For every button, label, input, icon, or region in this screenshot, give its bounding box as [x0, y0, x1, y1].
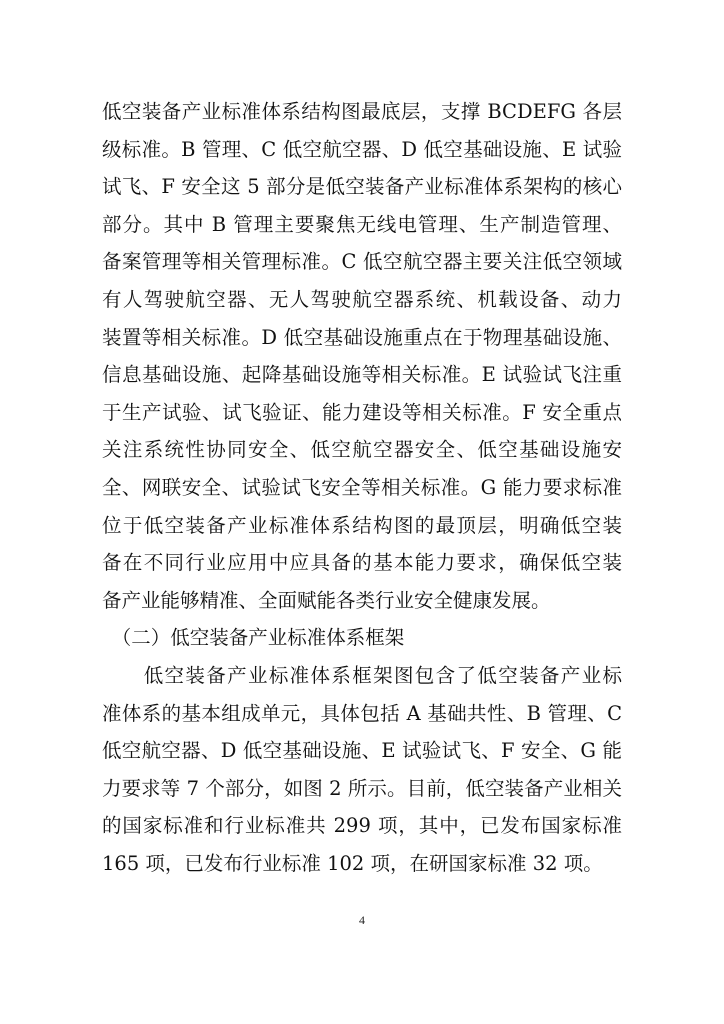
text-line: 低空装备产业标准体系框架图包含了低空装备产业标 — [102, 663, 622, 687]
text-line: 试飞、F 安全这 5 部分是低空装备产业标准体系架构的核心 — [102, 175, 622, 199]
text-line: 力要求等 7 个部分，如图 2 所示。目前，低空装备产业相关 — [102, 776, 622, 800]
text-line: 低空装备产业标准体系结构图最底层，支撑 BCDEFG 各层 — [102, 100, 622, 123]
text-line: 准体系的基本组成单元，具体包括 A 基础共性、B 管理、C — [102, 701, 622, 725]
text-line: 位于低空装备产业标准体系结构图的最顶层，明确低空装 — [102, 513, 622, 537]
text-line: 备在不同行业应用中应具备的基本能力要求，确保低空装 — [102, 551, 622, 575]
text-line: 信息基础设施、起降基础设施等相关标准。E 试验试飞注重 — [102, 363, 622, 387]
text-line: 低空航空器、D 低空基础设施、E 试验试飞、F 安全、G 能 — [102, 739, 622, 763]
section-heading: （二）低空装备产业标准体系框架 — [102, 626, 405, 650]
text-line: 全、网联安全、试验试飞安全等相关标准。G 能力要求标准 — [102, 475, 622, 499]
body-text — [102, 93, 622, 882]
text-line: 装置等相关标准。D 低空基础设施重点在于物理基础设施、 — [102, 325, 622, 349]
text-line: 于生产试验、试飞验证、能力建设等相关标准。F 安全重点 — [102, 400, 622, 424]
text-line: 有人驾驶航空器、无人驾驶航空器系统、机载设备、动力 — [102, 287, 622, 311]
text-line: 关注系统性协同安全、低空航空器安全、低空基础设施安 — [102, 438, 622, 462]
text-line: 部分。其中 B 管理主要聚焦无线电管理、生产制造管理、 — [102, 212, 622, 236]
text-line: 的国家标准和行业标准共 299 项，其中，已发布国家标准 — [102, 814, 622, 838]
text-line: 165 项，已发布行业标准 102 项，在研国家标准 32 项。 — [102, 851, 603, 875]
text-line: 备产业能够精准、全面赋能各类行业安全健康发展。 — [102, 588, 551, 612]
text-line: 备案管理等相关管理标准。C 低空航空器主要关注低空领域 — [102, 250, 622, 274]
page-number: 4 — [359, 913, 365, 927]
text-line: 级标准。B 管理、C 低空航空器、D 低空基础设施、E 试验 — [102, 137, 622, 161]
